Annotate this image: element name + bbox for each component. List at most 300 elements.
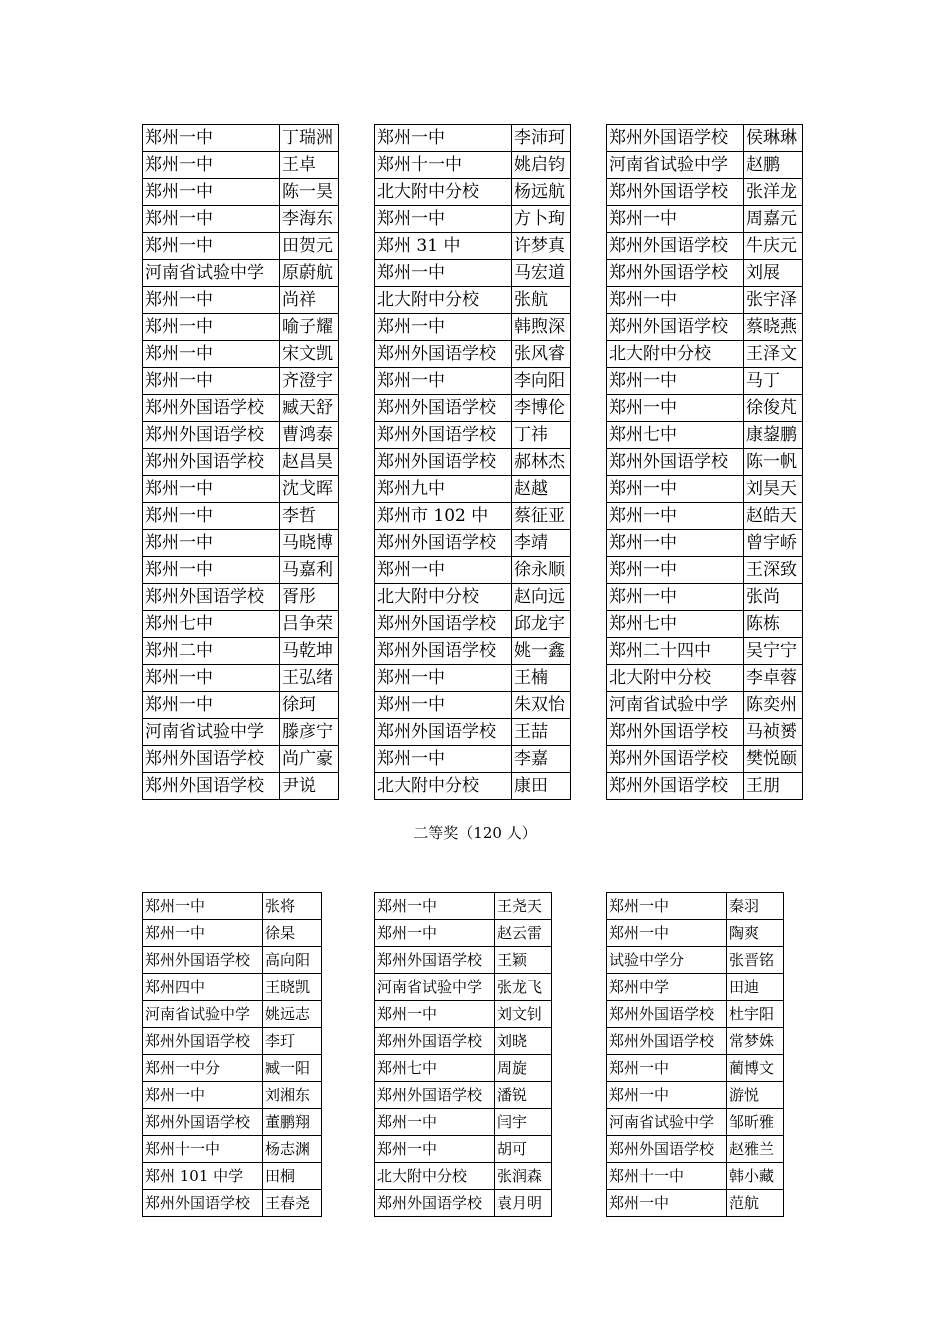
table-row <box>375 557 571 584</box>
table-row <box>375 476 571 503</box>
table-row <box>607 206 803 233</box>
school-cell: 郑州外国语学校 <box>143 449 280 476</box>
table-row <box>375 773 571 800</box>
school-cell: 郑州一中 <box>607 557 744 584</box>
first-block-table-1 <box>142 124 339 800</box>
school-cell: 郑州一中 <box>607 1190 727 1217</box>
table-row <box>375 152 571 179</box>
table-row <box>143 476 339 503</box>
school-cell: 郑州一中 <box>375 314 512 341</box>
student-name-cell: 王弘绪 <box>280 665 339 692</box>
school-cell: 北大附中分校 <box>375 1163 495 1190</box>
school-cell: 郑州外国语学校 <box>375 422 512 449</box>
school-cell: 郑州外国语学校 <box>607 260 744 287</box>
student-name-cell: 刘展 <box>744 260 803 287</box>
student-name-cell: 王春尧 <box>263 1190 322 1217</box>
school-cell: 北大附中分校 <box>607 341 744 368</box>
school-cell: 郑州一中 <box>607 530 744 557</box>
table-row <box>607 1163 784 1190</box>
table-row <box>375 449 571 476</box>
school-cell: 郑州外国语学校 <box>143 1190 263 1217</box>
school-cell: 郑州一中 <box>143 665 280 692</box>
student-name-cell: 樊悦颐 <box>744 746 803 773</box>
table-row <box>143 1136 322 1163</box>
school-cell: 郑州 101 中学 <box>143 1163 263 1190</box>
school-cell: 郑州一中 <box>143 341 280 368</box>
student-name-cell: 尚祥 <box>280 287 339 314</box>
student-name-cell: 张宇泽 <box>744 287 803 314</box>
school-cell: 郑州外国语学校 <box>143 395 280 422</box>
student-name-cell: 曾宇峤 <box>744 530 803 557</box>
school-cell: 郑州外国语学校 <box>143 947 263 974</box>
school-cell: 郑州外国语学校 <box>375 947 495 974</box>
student-name-cell: 侯琳琳 <box>744 125 803 152</box>
school-cell: 试验中学分 <box>607 947 727 974</box>
student-name-cell: 宋文凯 <box>280 341 339 368</box>
student-name-cell: 田迪 <box>727 974 784 1001</box>
school-cell: 郑州一中 <box>375 692 512 719</box>
school-cell: 郑州一中 <box>143 476 280 503</box>
table-row <box>143 920 322 947</box>
student-name-cell: 李玎 <box>263 1028 322 1055</box>
school-cell: 郑州一中 <box>143 152 280 179</box>
school-cell: 郑州 31 中 <box>375 233 512 260</box>
school-cell: 郑州一中 <box>607 584 744 611</box>
school-cell: 郑州一中 <box>143 503 280 530</box>
school-cell: 郑州外国语学校 <box>607 1136 727 1163</box>
student-name-cell: 周嘉元 <box>744 206 803 233</box>
school-cell: 郑州七中 <box>143 611 280 638</box>
school-cell: 郑州一中 <box>375 260 512 287</box>
table-row <box>607 920 784 947</box>
student-name-cell: 刘文钊 <box>495 1001 552 1028</box>
table-row <box>375 341 571 368</box>
table-row <box>143 719 339 746</box>
school-cell: 郑州外国语学校 <box>375 449 512 476</box>
table-row <box>607 1136 784 1163</box>
school-cell: 郑州二中 <box>143 638 280 665</box>
student-name-cell: 李博伦 <box>512 395 571 422</box>
student-name-cell: 高向阳 <box>263 947 322 974</box>
school-cell: 郑州外国语学校 <box>607 179 744 206</box>
school-cell: 郑州外国语学校 <box>375 719 512 746</box>
table-row <box>375 611 571 638</box>
school-cell: 河南省试验中学 <box>143 719 280 746</box>
student-name-cell: 齐澄宇 <box>280 368 339 395</box>
school-cell: 郑州一中 <box>143 920 263 947</box>
table-row <box>607 125 803 152</box>
student-name-cell: 赵越 <box>512 476 571 503</box>
student-name-cell: 杜宇阳 <box>727 1001 784 1028</box>
table-row <box>375 287 571 314</box>
student-name-cell: 臧天舒 <box>280 395 339 422</box>
school-cell: 郑州外国语学校 <box>375 1028 495 1055</box>
table-row <box>375 395 571 422</box>
student-name-cell: 臧一阳 <box>263 1055 322 1082</box>
table-row <box>143 584 339 611</box>
table-row <box>143 314 339 341</box>
table-row <box>607 719 803 746</box>
student-name-cell: 徐杲 <box>263 920 322 947</box>
student-name-cell: 陈一昊 <box>280 179 339 206</box>
school-cell: 北大附中分校 <box>375 179 512 206</box>
student-name-cell: 康鋆鹏 <box>744 422 803 449</box>
student-name-cell: 张洋龙 <box>744 179 803 206</box>
school-cell: 郑州十一中 <box>375 152 512 179</box>
school-cell: 郑州外国语学校 <box>143 422 280 449</box>
school-cell: 郑州七中 <box>607 422 744 449</box>
school-cell: 北大附中分校 <box>375 287 512 314</box>
table-row <box>375 368 571 395</box>
student-name-cell: 许梦真 <box>512 233 571 260</box>
student-name-cell: 周旋 <box>495 1055 552 1082</box>
student-name-cell: 徐俊芃 <box>744 395 803 422</box>
school-cell: 河南省试验中学 <box>143 1001 263 1028</box>
table-row <box>375 1028 552 1055</box>
student-name-cell: 张将 <box>263 893 322 920</box>
school-cell: 郑州十一中 <box>143 1136 263 1163</box>
student-name-cell: 牛庆元 <box>744 233 803 260</box>
table-row <box>143 773 339 800</box>
table-row <box>607 449 803 476</box>
school-cell: 郑州一中 <box>143 206 280 233</box>
table-row <box>375 422 571 449</box>
school-cell: 郑州一中 <box>375 1001 495 1028</box>
student-name-cell: 王颖 <box>495 947 552 974</box>
second-block-table-1 <box>142 892 322 1217</box>
table-row <box>143 638 339 665</box>
school-cell: 郑州外国语学校 <box>607 233 744 260</box>
student-name-cell: 李沛珂 <box>512 125 571 152</box>
table-row <box>143 287 339 314</box>
student-name-cell: 赵云雷 <box>495 920 552 947</box>
table-row <box>143 260 339 287</box>
school-cell: 郑州四中 <box>143 974 263 1001</box>
student-name-cell: 刘昊天 <box>744 476 803 503</box>
student-name-cell: 杨志渊 <box>263 1136 322 1163</box>
school-cell: 河南省试验中学 <box>607 692 744 719</box>
table-row <box>143 233 339 260</box>
student-name-cell: 蔡晓燕 <box>744 314 803 341</box>
school-cell: 郑州一中 <box>607 893 727 920</box>
school-cell: 郑州一中 <box>375 1136 495 1163</box>
table-row <box>143 152 339 179</box>
school-cell: 郑州七中 <box>607 611 744 638</box>
school-cell: 郑州一中 <box>143 530 280 557</box>
table-row <box>607 665 803 692</box>
school-cell: 郑州外国语学校 <box>375 530 512 557</box>
student-name-cell: 徐珂 <box>280 692 339 719</box>
table-row <box>375 206 571 233</box>
table-row <box>375 260 571 287</box>
student-name-cell: 闫宇 <box>495 1109 552 1136</box>
table-row <box>607 1190 784 1217</box>
school-cell: 郑州外国语学校 <box>607 746 744 773</box>
table-row <box>607 557 803 584</box>
table-row <box>375 1109 552 1136</box>
school-cell: 郑州一中 <box>143 1082 263 1109</box>
school-cell: 郑州一中 <box>143 692 280 719</box>
table-row <box>607 233 803 260</box>
table-row <box>143 1082 322 1109</box>
table-row <box>607 746 803 773</box>
table-row <box>143 179 339 206</box>
table-row <box>607 287 803 314</box>
school-cell: 郑州一中 <box>607 395 744 422</box>
student-name-cell: 陈一帆 <box>744 449 803 476</box>
student-name-cell: 赵雅兰 <box>727 1136 784 1163</box>
school-cell: 郑州外国语学校 <box>375 638 512 665</box>
student-name-cell: 康田 <box>512 773 571 800</box>
table-row <box>607 1082 784 1109</box>
school-cell: 郑州一中 <box>143 125 280 152</box>
student-name-cell: 张晋铭 <box>727 947 784 974</box>
student-name-cell: 吕争荣 <box>280 611 339 638</box>
student-name-cell: 滕彦宁 <box>280 719 339 746</box>
school-cell: 郑州一中 <box>143 233 280 260</box>
student-name-cell: 丁瑞洲 <box>280 125 339 152</box>
table-row <box>607 584 803 611</box>
school-cell: 郑州外国语学校 <box>375 395 512 422</box>
school-cell: 郑州外国语学校 <box>143 584 280 611</box>
student-name-cell: 张风睿 <box>512 341 571 368</box>
student-name-cell: 王泽文 <box>744 341 803 368</box>
school-cell: 郑州一中 <box>375 1109 495 1136</box>
table-row <box>143 893 322 920</box>
school-cell: 郑州外国语学校 <box>143 1028 263 1055</box>
student-name-cell: 韩小藏 <box>727 1163 784 1190</box>
table-row <box>143 1055 322 1082</box>
table-row <box>607 974 784 1001</box>
table-row <box>607 152 803 179</box>
table-row <box>375 1190 552 1217</box>
school-cell: 郑州一中 <box>607 1055 727 1082</box>
second-block-table-2 <box>374 892 552 1217</box>
student-name-cell: 李嘉 <box>512 746 571 773</box>
student-name-cell: 尹说 <box>280 773 339 800</box>
student-name-cell: 丁祎 <box>512 422 571 449</box>
school-cell: 北大附中分校 <box>607 665 744 692</box>
table-row <box>143 1163 322 1190</box>
school-cell: 郑州中学 <box>607 974 727 1001</box>
school-cell: 郑州一中 <box>375 665 512 692</box>
table-row <box>375 314 571 341</box>
student-name-cell: 潘锐 <box>495 1082 552 1109</box>
second-block-table-3 <box>606 892 784 1217</box>
student-name-cell: 胥彤 <box>280 584 339 611</box>
school-cell: 郑州外国语学校 <box>607 1001 727 1028</box>
table-row <box>375 974 552 1001</box>
table-row <box>607 476 803 503</box>
table-row <box>375 1055 552 1082</box>
table-row <box>143 557 339 584</box>
student-name-cell: 王晓凯 <box>263 974 322 1001</box>
school-cell: 郑州一中 <box>607 287 744 314</box>
student-name-cell: 袁月明 <box>495 1190 552 1217</box>
student-name-cell: 赵昌昊 <box>280 449 339 476</box>
table-row <box>607 947 784 974</box>
table-row <box>607 422 803 449</box>
school-cell: 郑州一中 <box>375 368 512 395</box>
table-row <box>143 1190 322 1217</box>
table-row <box>143 503 339 530</box>
student-name-cell: 姚一鑫 <box>512 638 571 665</box>
table-row <box>375 503 571 530</box>
student-name-cell: 马祯赟 <box>744 719 803 746</box>
student-name-cell: 常梦姝 <box>727 1028 784 1055</box>
school-cell: 郑州外国语学校 <box>143 1109 263 1136</box>
first-block-table-2 <box>374 124 571 800</box>
student-name-cell: 马丁 <box>744 368 803 395</box>
student-name-cell: 李哲 <box>280 503 339 530</box>
table-row <box>375 1163 552 1190</box>
student-name-cell: 王朋 <box>744 773 803 800</box>
school-cell: 郑州一中 <box>607 1082 727 1109</box>
student-name-cell: 李向阳 <box>512 368 571 395</box>
student-name-cell: 游悦 <box>727 1082 784 1109</box>
table-row <box>607 260 803 287</box>
school-cell: 郑州外国语学校 <box>607 719 744 746</box>
table-row <box>375 1136 552 1163</box>
student-name-cell: 赵鹏 <box>744 152 803 179</box>
student-name-cell: 李靖 <box>512 530 571 557</box>
table-row <box>607 341 803 368</box>
student-name-cell: 郝林杰 <box>512 449 571 476</box>
student-name-cell: 尚广豪 <box>280 746 339 773</box>
table-row <box>607 692 803 719</box>
school-cell: 郑州二十四中 <box>607 638 744 665</box>
student-name-cell: 田贺元 <box>280 233 339 260</box>
school-cell: 郑州外国语学校 <box>607 449 744 476</box>
student-name-cell: 吴宁宁 <box>744 638 803 665</box>
student-name-cell: 张润森 <box>495 1163 552 1190</box>
student-name-cell: 邱龙宇 <box>512 611 571 638</box>
table-row <box>143 395 339 422</box>
second-prize-heading: 二等奖（120 人） <box>413 824 537 842</box>
table-row <box>375 947 552 974</box>
table-row <box>143 341 339 368</box>
school-cell: 郑州外国语学校 <box>607 1028 727 1055</box>
student-name-cell: 王尧天 <box>495 893 552 920</box>
table-row <box>143 947 322 974</box>
student-name-cell: 原蔚航 <box>280 260 339 287</box>
school-cell: 郑州一中 <box>607 503 744 530</box>
school-cell: 郑州一中 <box>143 314 280 341</box>
table-row <box>143 611 339 638</box>
student-name-cell: 张尚 <box>744 584 803 611</box>
school-cell: 郑州一中 <box>607 206 744 233</box>
school-cell: 北大附中分校 <box>375 773 512 800</box>
table-row <box>607 179 803 206</box>
school-cell: 郑州外国语学校 <box>607 314 744 341</box>
table-row <box>375 1082 552 1109</box>
table-row <box>143 1109 322 1136</box>
student-name-cell: 胡可 <box>495 1136 552 1163</box>
student-name-cell: 方卜珣 <box>512 206 571 233</box>
first-block-table-3 <box>606 124 803 800</box>
school-cell: 郑州一中 <box>375 893 495 920</box>
student-name-cell: 李海东 <box>280 206 339 233</box>
school-cell: 郑州九中 <box>375 476 512 503</box>
student-name-cell: 朱双怡 <box>512 692 571 719</box>
table-row <box>607 638 803 665</box>
school-cell: 郑州一中 <box>375 206 512 233</box>
school-cell: 郑州外国语学校 <box>375 1082 495 1109</box>
table-row <box>375 893 552 920</box>
school-cell: 北大附中分校 <box>375 584 512 611</box>
school-cell: 河南省试验中学 <box>607 152 744 179</box>
table-row <box>607 611 803 638</box>
table-row <box>143 974 322 1001</box>
student-name-cell: 陶爽 <box>727 920 784 947</box>
table-row <box>607 773 803 800</box>
student-name-cell: 徐永顺 <box>512 557 571 584</box>
school-cell: 郑州一中 <box>375 125 512 152</box>
table-row <box>143 206 339 233</box>
table-row <box>375 1001 552 1028</box>
table-row <box>607 368 803 395</box>
student-name-cell: 蔡征亚 <box>512 503 571 530</box>
school-cell: 郑州一中 <box>375 920 495 947</box>
table-row <box>375 692 571 719</box>
student-name-cell: 王喆 <box>512 719 571 746</box>
school-cell: 郑州一中 <box>607 368 744 395</box>
school-cell: 郑州外国语学校 <box>375 341 512 368</box>
table-row <box>607 530 803 557</box>
student-name-cell: 马嘉利 <box>280 557 339 584</box>
table-row <box>143 368 339 395</box>
student-name-cell: 张龙飞 <box>495 974 552 1001</box>
student-name-cell: 姚启钧 <box>512 152 571 179</box>
school-cell: 郑州外国语学校 <box>607 773 744 800</box>
table-row <box>607 893 784 920</box>
student-name-cell: 李卓蓉 <box>744 665 803 692</box>
table-row <box>375 530 571 557</box>
student-name-cell: 陈栋 <box>744 611 803 638</box>
table-row <box>143 1028 322 1055</box>
table-row <box>607 314 803 341</box>
student-name-cell: 马晓博 <box>280 530 339 557</box>
student-name-cell: 董鹏翔 <box>263 1109 322 1136</box>
table-row <box>607 1028 784 1055</box>
table-row <box>375 719 571 746</box>
student-name-cell: 范航 <box>727 1190 784 1217</box>
school-cell: 郑州一中 <box>143 287 280 314</box>
student-name-cell: 曹鸿泰 <box>280 422 339 449</box>
table-row <box>143 530 339 557</box>
table-row <box>607 1055 784 1082</box>
table-row <box>375 125 571 152</box>
school-cell: 郑州一中 <box>143 368 280 395</box>
student-name-cell: 刘晓 <box>495 1028 552 1055</box>
table-row <box>143 125 339 152</box>
table-row <box>143 449 339 476</box>
student-name-cell: 沈戈晖 <box>280 476 339 503</box>
table-row <box>375 179 571 206</box>
student-name-cell: 田桐 <box>263 1163 322 1190</box>
student-name-cell: 邹昕雅 <box>727 1109 784 1136</box>
school-cell: 郑州一中 <box>375 746 512 773</box>
school-cell: 郑州一中 <box>607 476 744 503</box>
table-row <box>143 1001 322 1028</box>
school-cell: 郑州一中分 <box>143 1055 263 1082</box>
student-name-cell: 王楠 <box>512 665 571 692</box>
table-row <box>143 692 339 719</box>
student-name-cell: 马乾坤 <box>280 638 339 665</box>
table-row <box>375 920 552 947</box>
table-row <box>375 665 571 692</box>
school-cell: 郑州外国语学校 <box>143 746 280 773</box>
